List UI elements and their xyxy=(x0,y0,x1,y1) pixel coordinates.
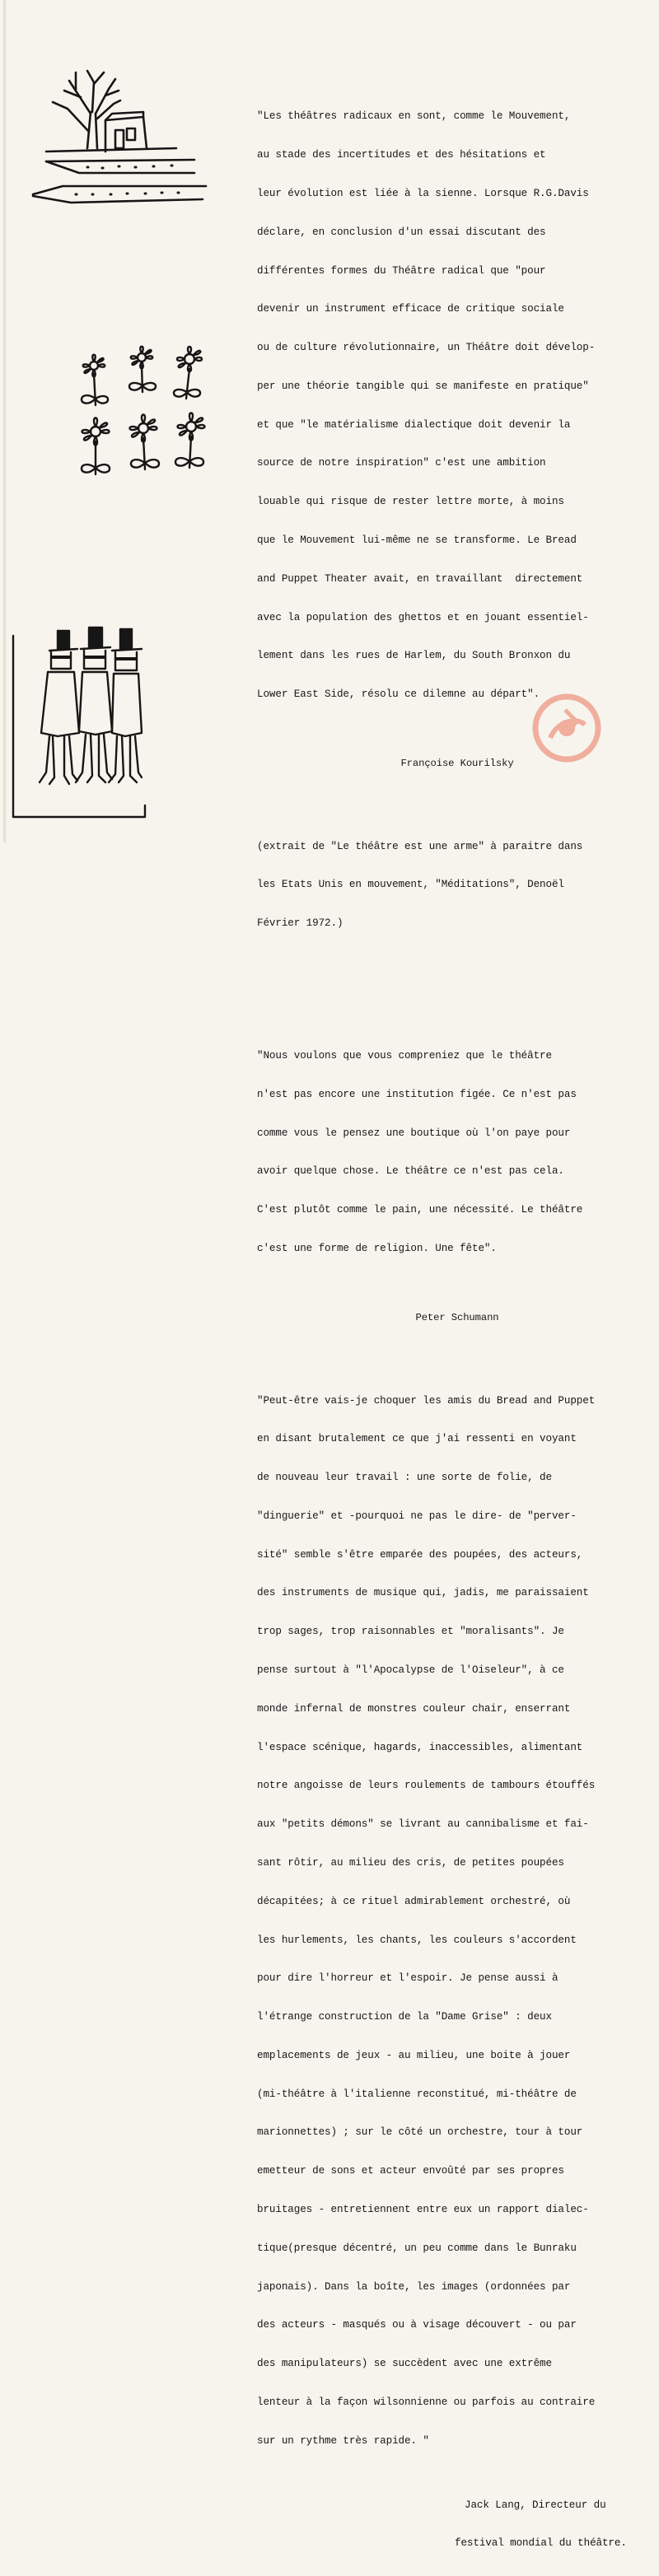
author-lang-role: festival mondial du théâtre. xyxy=(455,2537,627,2550)
text-line: comme vous le pensez une boutique où l'on paye pour xyxy=(257,1127,571,1139)
author-lang-line2 xyxy=(257,2537,657,2550)
text-line: différentes formes du Théâtre radical que "pour xyxy=(257,264,546,277)
text-line: C'est plutôt comme le pain, une nécessité. Le théâtre xyxy=(257,1204,583,1216)
text-line: marionnettes) ; sur le côté un orchestre, tour à tour xyxy=(257,2126,583,2139)
author-lang-line1 xyxy=(257,2499,657,2513)
text-line: monde infernal de monstres couleur chair, enserrant xyxy=(257,1702,571,1715)
text-line: avoir quelque chose. Le théâtre ce n'est pas cela. xyxy=(257,1165,564,1178)
text-line: japonais). Dans la boîte, les images (ordonnées par xyxy=(257,2280,571,2293)
text-line: louable qui risque de rester lettre morte, à moins xyxy=(257,496,564,508)
six-flowers-drawing-icon xyxy=(72,339,214,478)
text-line: notre angoisse de leurs roulements de tambours étouffés xyxy=(257,1780,596,1792)
text-line: pour dire l'horreur et l'espoir. Je pense aussi à xyxy=(257,1972,559,1985)
text-line: aux "petits démons" se livrant au cannibalisme et fai- xyxy=(257,1818,589,1831)
text-line: l'espace scénique, hagards, inaccessibles, alimentant xyxy=(257,1741,583,1753)
text-line: ou de culture révolutionnaire, un Théâtre doit dévelop- xyxy=(257,342,596,354)
text-line: "dinguerie" et -pourquoi ne pas le dire- de "perver- xyxy=(257,1510,577,1522)
quote-lang xyxy=(257,1369,657,2473)
text-line: pense surtout à "l'Apocalypse de l'Oiseleur", à ce xyxy=(257,1664,564,1677)
text-line: lenteur à la façon wilsonnienne ou parfois au contraire xyxy=(257,2396,596,2408)
text-line: source de notre inspiration" c'est une ambition xyxy=(257,457,546,469)
page-fold-edge xyxy=(3,0,6,842)
quote-kourilsky xyxy=(257,85,657,727)
text-line: sur un rythme très rapide. " xyxy=(257,2434,429,2447)
text-line: "Nous voulons que vous compreniez que le théâtre xyxy=(257,1050,552,1062)
text-line: les Etats Unis en mouvement, "Méditations", Denoël xyxy=(257,879,564,891)
text-line: per une théorie tangible qui se manifeste en pratique" xyxy=(257,380,589,392)
text-line: "Peut-être vais-je choquer les amis du Bread and Puppet xyxy=(257,1394,596,1407)
text-line: (extrait de "Le théâtre est une arme" à paraitre dans xyxy=(257,840,583,852)
text-line: que le Mouvement lui-même ne se transforme. Le Bread xyxy=(257,534,577,546)
text-line: sité" semble s'être emparée des poupées, des acteurs, xyxy=(257,1548,583,1561)
quote-schumann xyxy=(257,1024,657,1281)
text-line: des manipulateurs) se succèdent avec une extrême xyxy=(257,2358,552,2370)
text-line: emetteur de sons et acteur envoûté par ses propres xyxy=(257,2165,564,2177)
text-line: and Puppet Theater avait, en travaillant directement xyxy=(257,572,583,585)
text-line: devenir un instrument efficace de critique sociale xyxy=(257,303,564,315)
text-column xyxy=(257,59,657,2576)
text-line: déclare, en conclusion d'un essai discutant des xyxy=(257,226,546,238)
tree-and-house-drawing-icon xyxy=(30,66,211,206)
text-line: lement dans les rues de Harlem, du South Bronxon du xyxy=(257,650,571,662)
text-line: l'étrange construction de la "Dame Grise" : deux xyxy=(257,2011,552,2023)
text-line: "Les théâtres radicaux en sont, comme le Mouvement, xyxy=(257,110,571,123)
text-line: les hurlements, les chants, les couleurs s'accordent xyxy=(257,1934,577,1946)
text-line: avec la population des ghettos et en jouant essentiel- xyxy=(257,611,589,623)
text-line: en disant brutalement ce que j'ai ressenti en voyant xyxy=(257,1433,577,1445)
text-line: sant rôtir, au milieu des cris, de petites poupées xyxy=(257,1856,564,1869)
author-kourilsky: Françoise Kourilsky xyxy=(400,758,514,770)
text-line: leur évolution est liée à la sienne. Lorsque R.G.Davis xyxy=(257,187,589,199)
author-lang-name: Jack Lang, Directeur du xyxy=(465,2499,606,2511)
text-line: emplacements de jeux - au milieu, une boite à jouer xyxy=(257,2049,571,2061)
text-line: décapitées; à ce rituel admirablement orchestré, où xyxy=(257,1895,571,1907)
text-line: Lower East Side, résolu ce dilemne au départ". xyxy=(257,688,540,701)
text-line: des acteurs - masqués ou à visage découvert - ou par xyxy=(257,2319,577,2331)
text-line: tique(presque décentré, un peu comme dans le Bunraku xyxy=(257,2242,577,2254)
text-line: trop sages, trop raisonnables et "moralisants". Je xyxy=(257,1626,564,1638)
text-line: au stade des incertitudes et des hésitations et xyxy=(257,149,546,161)
text-line: (mi-théâtre à l'italienne reconstitué, mi-théâtre de xyxy=(257,2088,577,2100)
text-line: c'est une forme de religion. Une fête". xyxy=(257,1243,497,1255)
text-line: de nouveau leur travail : une sorte de folie, de xyxy=(257,1472,552,1484)
text-line: bruitages - entretiennent entre eux un rapport dialec- xyxy=(257,2203,589,2215)
red-library-stamp-icon xyxy=(527,688,606,768)
source-citation xyxy=(257,814,657,956)
three-puppet-figures-drawing-icon xyxy=(10,624,150,822)
text-line: des instruments de musique qui, jadis, me paraissaient xyxy=(257,1587,589,1599)
text-line: et que "le matérialisme dialectique doit devenir la xyxy=(257,418,571,431)
author-schumann: Peter Schumann xyxy=(415,1312,499,1323)
text-line: n'est pas encore une institution figée. Ce n'est pas xyxy=(257,1088,577,1100)
text-line: Février 1972.) xyxy=(257,917,344,930)
